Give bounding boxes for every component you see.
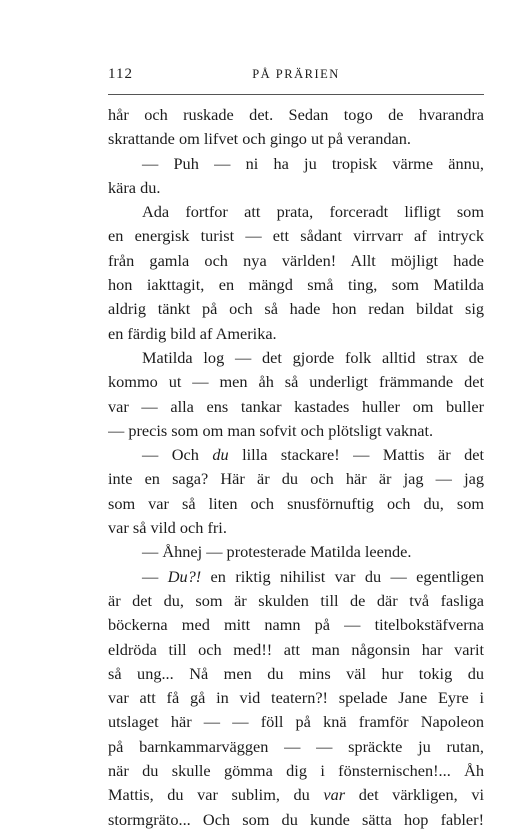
text-line: hon iakttagit, en mängd små ting, som Matilda xyxy=(108,275,484,295)
italic-text: Du?! xyxy=(167,566,202,586)
text-line: så ung... Nå men du mins väl hur tokig du xyxy=(108,663,484,683)
text-segment: — Och xyxy=(142,445,213,465)
text-line: Matilda log — det gjorde folk alltid strax de xyxy=(142,347,484,367)
text-segment: Mattis, du var sublim, du xyxy=(108,785,324,805)
text-line: böckerna med mitt namn på — titelbokstäfverna xyxy=(108,615,484,635)
text-line: skrattande om lifvet och gingo ut på verandan. xyxy=(108,129,411,149)
page-header xyxy=(108,66,484,88)
text-line: kära du. xyxy=(108,177,161,197)
text-line: stormgräto... Och som du kunde sätta hop fabler! xyxy=(108,809,484,829)
text-line: utslaget här — — föll på knä framför Napoleon xyxy=(108,712,484,732)
body-text xyxy=(108,103,484,832)
page-number: 112 xyxy=(108,66,133,82)
text-line: eldröda till och med!! att man någonsin har varit xyxy=(108,639,484,659)
text-segment: lilla stackare! — Mattis är det xyxy=(228,445,484,465)
text-line: en energisk turist — ett sådant virrvarr af intryck xyxy=(108,226,484,246)
text-line: Ada fortfor att prata, forceradt lifligt som xyxy=(142,202,484,222)
text-line: när du skulle gömma dig i fönsternischen!... Åh xyxy=(108,761,484,781)
running-title: PÅ PRÄRIEN xyxy=(252,67,340,81)
italic-text: du xyxy=(212,445,229,465)
text-segment: det värkligen, vi xyxy=(345,785,484,805)
text-line: var så vild och fri. xyxy=(108,518,227,538)
text-line: hår och ruskade det. Sedan togo de hvarandra xyxy=(108,105,484,124)
text-segment: en riktig nihilist var du — egentligen xyxy=(201,566,484,586)
text-line: är det du, som är skulden till de där två fasliga xyxy=(108,590,484,610)
text-line: — Åhnej — protesterade Matilda leende. xyxy=(142,542,412,562)
text-line: — Puh — ni ha ju tropisk värme ännu, xyxy=(142,153,484,173)
text-line: — precis som om man sofvit och plötsligt vaknat. xyxy=(108,420,434,440)
text-line: var — alla ens tankar kastades huller om buller xyxy=(108,396,484,416)
text-line: på barnkammarväggen — — spräckte ju rutan, xyxy=(108,736,484,756)
text-line: som var så liten och snusförnuftig och du, som xyxy=(108,493,484,513)
header-rule xyxy=(108,94,484,95)
text-line xyxy=(108,565,484,589)
text-line: från gamla och nya världen! Allt möjligt hade xyxy=(108,250,484,270)
text-line: var att få gå in vid teatern?! spelade Jane Eyre i xyxy=(108,688,484,708)
text-segment: — xyxy=(142,566,168,586)
text-line xyxy=(108,443,484,467)
text-line: en färdig bild af Amerika. xyxy=(108,323,277,343)
italic-text: var xyxy=(323,785,346,805)
text-line xyxy=(108,783,484,807)
text-line: inte en saga? Här är du och här är jag — jag xyxy=(108,469,484,489)
text-line: kommo ut — men åh så underligt främmande det xyxy=(108,372,484,392)
text-line: aldrig tänkt på och så hade hon redan bildat sig xyxy=(108,299,484,319)
